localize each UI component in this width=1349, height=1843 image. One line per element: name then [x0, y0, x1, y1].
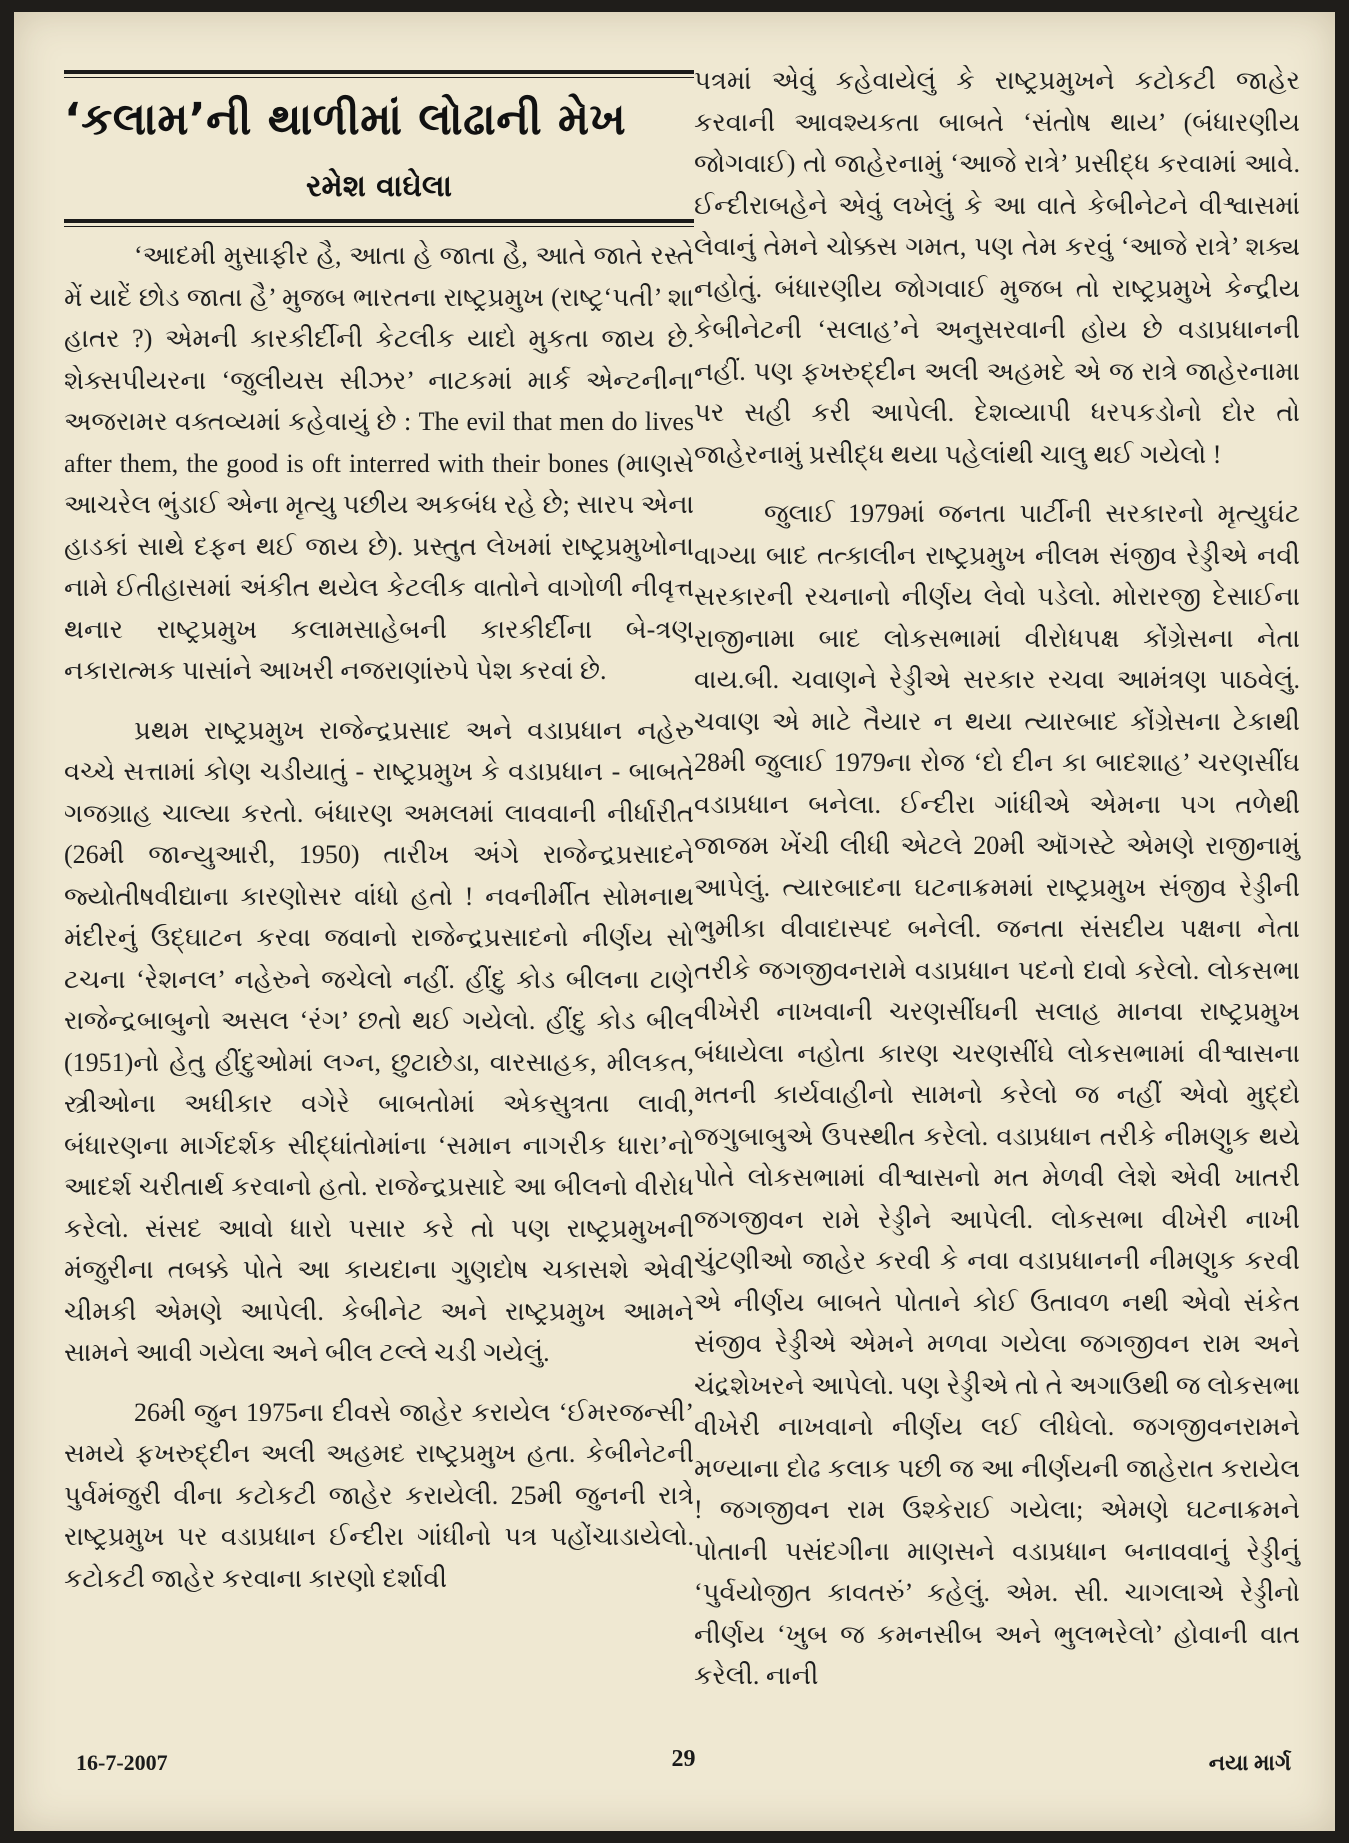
paragraph-sanjiva-reddy: જુલાઈ 1979માં જનતા પાર્ટીની સરકારનો મૃત્યુઘંટ વાગ્યા બાદ તત્કાલીન રાષ્ટ્રપ્રમુખ નીલમ સંજીવ રેડ્ડીએ નવી સરકારની રચનાનો નીર્ણય લેવો પડેલો. મોરારજી દેસાઈના રાજીનામા બાદ લોકસભામાં વીરોધપક્ષ કોંગ્રેસના નેતા વાય.બી. ચવાણને રેડ્ડીએ સરકાર રચવા આમંત્રણ પાઠવેલું. ચવાણ એ માટે તૈયાર ન થયા ત્યારબાદ કોંગ્રેસના ટેકાથી 28મી જુલાઈ 1979ના રોજ ‘દો દીન કા બાદશાહ’ ચરણસીંઘ વડાપ્રધાન બનેલા. ઈન્દીરા ગાંધીએ એમના પગ તળેથી જાજમ ખેંચી લીધી એટલે 20મી ઑગસ્ટે એમણે રાજીનામું આપેલું. ત્યારબાદના ઘટનાક્રમમાં રાષ્ટ્રપ્રમુખ સંજીવ રેડ્ડીની ભુમીકા વીવાદાસ્પદ બનેલી. જનતા સંસદીય પક્ષના નેતા તરીકે જગજીવનરામે વડાપ્રધાન પદનો દાવો કરેલો. લોકસભા વીખેરી નાખવાની ચરણસીંઘની સલાહ માનવા રાષ્ટ્રપ્રમુખ બંધાયેલા નહોતા કારણ ચરણસીંઘે લોકસભામાં વીશ્વાસના મતની કાર્યવાહીનો સામનો કરેલો જ નહીં એવો મુદ્દો જગુબાબુએ ઉપસ્થીત કરેલો. વડાપ્રધાન તરીકે નીમણુક થયે પોતે લોકસભામાં વીશ્વાસનો મત મેળવી લેશે એવી ખાતરી જગજીવન રામે રેડ્ડીને આપેલી. લોકસભા વીખેરી નાખી ચુંટણીઓ જાહેર કરવી કે નવા વડાપ્રધાનની નીમણુક કરવી એ નીર્ણય બાબતે પોતાને કોઈ ઉતાવળ નથી એવો સંકેત સંજીવ રેડ્ડીએ એમને મળવા ગયેલા જગજીવન રામ અને ચંદ્રશેખરને આપેલો. પણ રેડ્ડીએ તો તે અગાઉથી જ લોકસભા વીખેરી નાખવાનો નીર્ણય લઈ લીધેલો. જગજીવનરામને મળ્યાના દોઢ કલાક પછી જ આ નીર્ણયની જાહેરાત કરાયેલ ! જગજીવન રામ ઉશ્કેરાઈ ગયેલા; એમણે ઘટનાક્રમને પોતાની પસંદગીના માણસને વડાપ્રધાન બનાવવાનું રેડ્ડીનું ‘પુર્વયોજીત કાવતરું’ કહેલું. એમ. સી. ચાગલાએ રેડ્ડીનો નીર્ણય ‘ખુબ જ કમનસીબ અને ભુલભરેલો’ હોવાની વાત કરેલી. નાની	[694, 499, 1300, 1690]
publication-name: નયા માર્ગ	[1208, 1750, 1291, 1775]
page-footer	[76, 1746, 1291, 1790]
issue-date: 16-7-2007	[76, 1750, 168, 1775]
byline-rule	[64, 219, 694, 227]
paragraph-emergency: 26મી જુન 1975ના દીવસે જાહેર કરાયેલ ‘ઈમરજન્સી’ સમયે ફખરુદ્દીન અલી અહમદ રાષ્ટ્રપ્રમુખ હતા. કેબીનેટની પુર્વમંજુરી વીના કટોકટી જાહેર કરાયેલી. 25મી જુનની રાત્રે રાષ્ટ્રપ્રમુખ પર વડાપ્રધાન ઈન્દીરા ગાંધીનો પત્ર પહોંચાડાયેલો. કટોકટી જાહેર કરવાના કારણો દર્શાવી	[64, 1397, 694, 1593]
magazine-page	[14, 12, 1335, 1831]
page-number: 29	[671, 1746, 696, 1772]
paragraph-intro: ‘આદમી મુસાફીર હૈ, આતા હે જાતા હૈ, આતે જાતે રસ્તે મેં યાદેં છોડ જાતા હૈ’ મુજબ ભારતના રાષ્ટ્રપ્રમુખ (રાષ્ટ્ર‘પતી’ શા હાતર ?) એમની કારકીર્દીની કેટલીક યાદો મુકતા જાય છે. શેક્સપીયરના ‘જુલીયસ સીઝર’ નાટકમાં માર્ક એન્ટનીના અજરામર વક્તવ્યમાં કહેવાયું છે : The evil that men do lives after them, the good is oft interred with their bones (માણસે આચરેલ ભુંડાઈ એના મૃત્યુ પછીય અકબંધ રહે છે; સારપ એના હાડકાં સાથે દફન થઈ જાય છે). પ્રસ્તુત લેખમાં રાષ્ટ્રપ્રમુખોના નામે ઈતીહાસમાં અંકીત થયેલ કેટલીક વાતોને વાગોળી નીવૃત્ત થનાર રાષ્ટ્રપ્રમુખ કલામસાહેબની કારકીર્દીના બે-ત્રણ નકારાત્મક પાસાંને આખરી નજરાણાંરુપે પેશ કરવાં છે.	[64, 241, 694, 686]
left-column	[64, 60, 694, 1599]
paragraph-rajendraprasad: પ્રથમ રાષ્ટ્રપ્રમુખ રાજેન્દ્રપ્રસાદ અને વડાપ્રધાન નહેરુ વચ્ચે સત્તામાં કોણ ચડીયાતું - રાષ્ટ્રપ્રમુખ કે વડાપ્રધાન - બાબતે ગજગ્રાહ ચાલ્યા કરતો. બંધારણ અમલમાં લાવવાની નીર્ધારીત (26મી જાન્યુઆરી, 1950) તારીખ અંગે રાજેન્દ્રપ્રસાદને જ્યોતીષવીદ્યાના કારણોસર વાંધો હતો ! નવનીર્મીત સોમનાથ મંદીરનું ઉદ્ઘાટન કરવા જવાનો રાજેન્દ્રપ્રસાદનો નીર્ણય સો ટચના ‘રેશનલ’ નહેરુને જચેલો નહીં. હીંદુ કોડ બીલના ટાણે રાજેન્દ્રબાબુનો અસલ ‘રંગ’ છતો થઈ ગયેલો. હીંદુ કોડ બીલ (1951)નો હેતુ હીંદુઓમાં લગ્ન, છુટાછેડા, વારસાહક, મીલકત, સ્ત્રીઓના અધીકાર વગેરે બાબતોમાં એકસુત્રતા લાવી, બંધારણના માર્ગદર્શક સીદ્ધાંતોમાંના ‘સમાન નાગરીક ધારા’નો આદર્શ ચરીતાર્થ કરવાનો હતો. રાજેન્દ્રપ્રસાદે આ બીલનો વીરોધ કરેલો. સંસદ આવો ધારો પસાર કરે તો પણ રાષ્ટ્રપ્રમુખની મંજુરીના તબક્કે પોતે આ કાયદાના ગુણદોષ ચકાસશે એવી ચીમકી એમણે આપેલી. કેબીનેટ અને રાષ્ટ્રપ્રમુખ આમને સામને આવી ગયેલા અને બીલ ટલ્લે ચડી ગયેલું.	[64, 715, 694, 1368]
right-column	[694, 60, 1300, 1697]
paragraph-emergency-continued: પત્રમાં એવું કહેવાયેલું કે રાષ્ટ્રપ્રમુખને કટોકટી જાહેર કરવાની આવશ્યકતા બાબતે ‘સંતોષ થાય’ (બંધારણીય જોગવાઈ) તો જાહેરનામું ‘આજે રાત્રે’ પ્રસીદ્ધ કરવામાં આવે. ઈન્દીરાબહેને એવું લખેલું કે આ વાતે કેબીનેટને વીશ્વાસમાં લેવાનું તેમને ચોક્કસ ગમત, પણ તેમ કરવું ‘આજે રાત્રે’ શક્ય નહોતું. બંધારણીય જોગવાઈ મુજબ તો રાષ્ટ્રપ્રમુખે કેન્દ્રીય કેબીનેટની ‘સલાહ’ને અનુસરવાની હોય છે વડાપ્રધાનની નહીં. પણ ફખરુદ્દીન અલી અહમદે એ જ રાત્રે જાહેરનામા પર સહી કરી આપેલી. દેશવ્યાપી ધરપકડોનો દોર તો જાહેરનામું પ્રસીદ્ધ થયા પહેલાંથી ચાલુ થઈ ગયેલો !	[694, 66, 1300, 469]
author-byline: રમેશ વાઘેલા	[306, 169, 452, 205]
article-title: ‘કલામ’ની થાળીમાં લોઢાની મેખ	[64, 94, 627, 145]
top-rule	[64, 70, 694, 78]
